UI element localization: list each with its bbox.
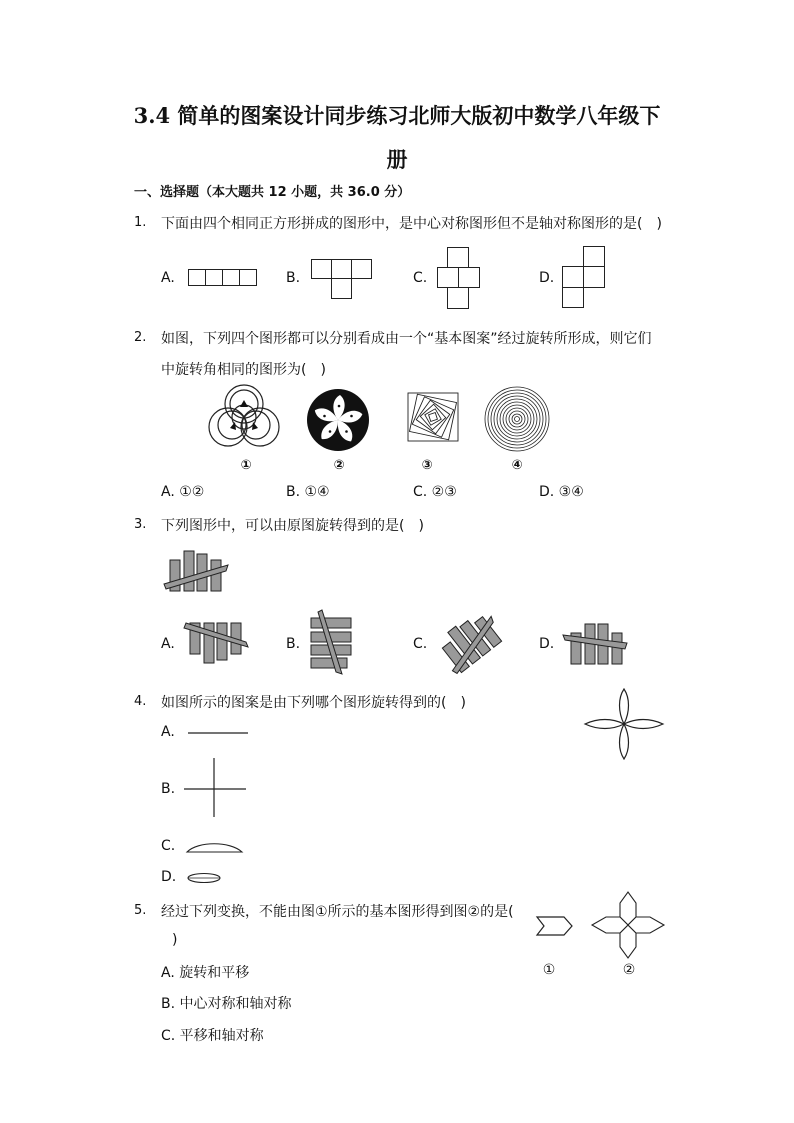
option-label-d: D. [539,270,555,286]
q2-figure-squares [402,392,464,442]
q4-flower-figure [584,688,664,760]
option-label-b: B. [286,636,301,652]
option-b: B. 中心对称和轴对称 [161,996,292,1012]
question-text-continued: 中旋转角相同的图形为( ) [161,362,326,378]
q1-figure-a [188,269,260,287]
figure-label-3: ③ [421,458,433,473]
option-c: C. 平移和轴对称 [161,1028,264,1044]
question-text: 经过下列变换，不能由图①所示的基本图形得到图②的是( [161,904,514,920]
question-text: 下列图形中，可以由原图旋转得到的是( ) [161,518,424,534]
q4-figure-a-line [188,732,250,736]
option-c: C. ②③ [413,484,457,500]
q3-figure-a [184,620,250,664]
q1-figure-c [437,247,481,311]
q5-figure-basic-shape [536,915,574,937]
option-b: B. ①④ [286,484,330,500]
figure-label-4: ④ [511,458,523,473]
q3-figure-c [436,612,502,668]
option-label-a: A. [161,636,175,652]
option-d: D. ③④ [539,484,584,500]
q1-figure-b [311,259,373,301]
figure-label-1: ① [240,458,252,473]
q2-figure-trefoil [210,386,278,448]
question-number: 3. [134,517,147,532]
figure-label-1: ① [542,962,556,978]
question-text-continued: ) [172,932,178,948]
option-label-a: A. [161,724,175,740]
option-label-a: A. [161,270,175,286]
q3-figure-d [563,621,629,665]
q4-figure-d-lens [187,872,223,884]
figure-label-2: ② [333,458,345,473]
section-header: 一、选择题（本大题共 12 小题，共 36.0 分） [134,185,411,200]
option-a: A. 旋转和平移 [161,965,250,981]
option-label-b: B. [286,270,301,286]
question-number: 1. [134,215,147,230]
page-title-continued: 册 [386,147,408,172]
q5-figure-pattern [590,890,666,960]
option-label-c: C. [413,270,428,286]
page-title: 3.4 简单的图案设计同步练习北师大版初中数学八年级下 [133,103,661,128]
option-a: A. ①② [161,484,205,500]
option-label-d: D. [161,869,177,885]
q1-figure-d [562,246,606,310]
q2-figure-circles [484,386,550,452]
option-label-b: B. [161,781,176,797]
question-number: 4. [134,694,147,709]
q3-figure-b [308,610,354,676]
question-number: 5. [134,903,147,918]
option-label-c: C. [413,636,428,652]
question-text: 如图，下列四个图形都可以分别看成由一个“基本图案”经过旋转所形成，则它们 [161,331,652,347]
option-label-d: D. [539,636,555,652]
q2-figure-flower [306,388,370,452]
figure-label-2: ② [622,962,636,978]
option-label-c: C. [161,838,176,854]
q3-original-figure [164,548,230,592]
question-number: 2. [134,330,147,345]
q4-figure-b-cross [184,758,248,818]
q4-figure-c-arc [186,840,244,854]
question-text: 如图所示的图案是由下列哪个图形旋转得到的( ) [161,695,466,711]
question-text: 下面由四个相同正方形拼成的图形中，是中心对称图形但不是轴对称图形的是( ) [161,216,662,232]
